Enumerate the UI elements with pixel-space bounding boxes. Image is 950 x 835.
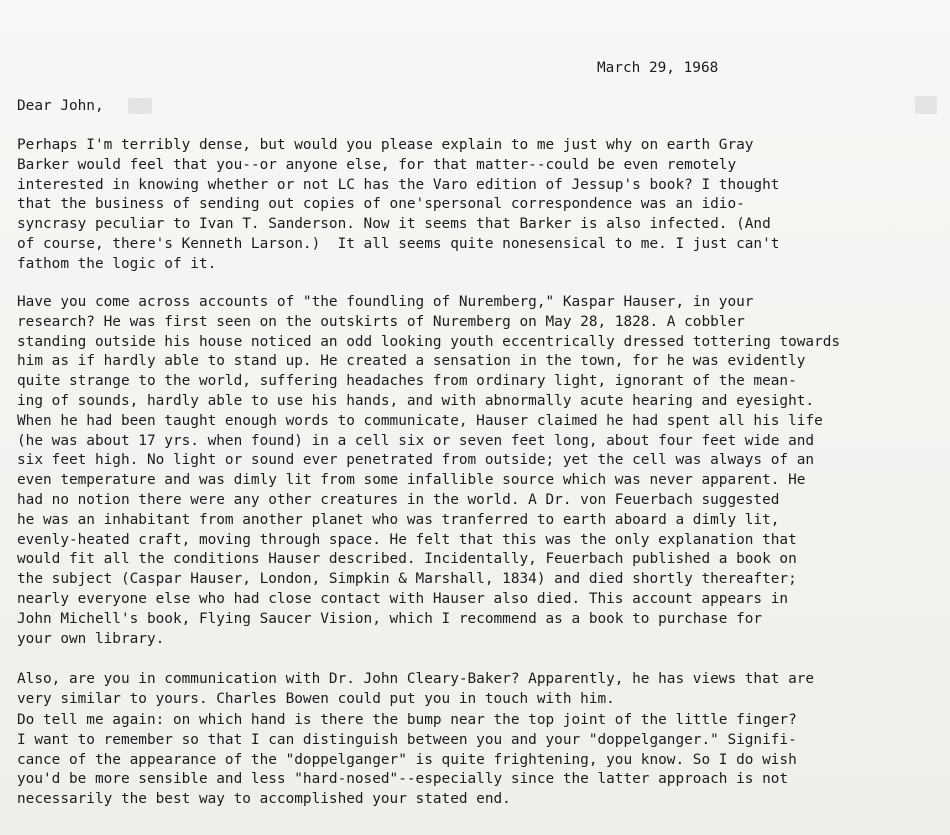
text-line: John Michell's book, Flying Saucer Vision, which I recommend as a book to purchase for — [17, 610, 763, 627]
text-line: cance of the appearance of the "doppelganger" is quite frightening, you know. So I do wish — [17, 751, 797, 768]
text-line: evenly-heated craft, moving through space. He felt that this was the only explanation that — [17, 531, 797, 548]
paragraph-3 — [17, 670, 947, 710]
text-line: six feet high. No light or sound ever penetrated from outside; yet the cell was always of an — [17, 452, 815, 469]
smudge-mark — [128, 98, 152, 114]
text-line: your own library. — [17, 630, 165, 647]
paragraph-1 — [17, 136, 947, 275]
text-line: very similar to yours. Charles Bowen could put you in touch with him. — [17, 690, 615, 707]
text-line: Have you come across accounts of "the foundling of Nuremberg," Kaspar Hauser, in your — [17, 294, 754, 310]
text-line: that the business of sending out copies of one'spersonal correspondence was an idio- — [17, 196, 745, 213]
text-line: fathom the logic of it. — [17, 255, 217, 272]
text-line: had no notion there were any other creatures in the world. A Dr. von Feuerbach suggested — [17, 491, 780, 508]
text-line: you'd be more sensible and less "hard-nosed"--especially since the latter approach is not — [17, 771, 789, 788]
letter-salutation: Dear John, — [17, 98, 104, 114]
text-line: I want to remember so that I can distinguish between you and your "doppelganger." Signifi- — [17, 731, 797, 748]
text-line: quite strange to the world, suffering headaches from ordinary light, ignorant of the mean- — [17, 373, 797, 390]
text-line: the subject (Caspar Hauser, London, Simpkin & Marshall, 1834) and died shortly thereafter; — [17, 571, 797, 588]
paragraph-4 — [17, 711, 947, 810]
text-line: Also, are you in communication with Dr. John Cleary-Baker? Apparently, he has views that are — [17, 671, 815, 687]
text-line: standing outside his house noticed an odd looking youth eccentrically dressed tottering towards — [17, 333, 841, 350]
text-line: interested in knowing whether or not LC has the Varo edition of Jessup's book? I thought — [17, 176, 780, 193]
text-line: even temperature and was dimly lit from some infallible source which was never apparent. He — [17, 472, 806, 489]
paragraph-2 — [17, 293, 947, 649]
letter-date: March 29, 1968 — [597, 60, 719, 76]
smudge-mark — [915, 96, 937, 114]
text-line: ing of sounds, hardly able to use his hands, and with abnormally acute hearing and eyesight. — [17, 392, 815, 409]
text-line: Do tell me again: on which hand is there the bump near the top joint of the little finger? — [17, 712, 797, 728]
text-line: he was an inhabitant from another planet who was tranferred to earth aboard a dimly lit, — [17, 511, 780, 528]
text-line: him as if hardly able to stand up. He created a sensation in the town, for he was evidently — [17, 353, 806, 370]
text-line: necessarily the best way to accomplished your stated end. — [17, 791, 511, 808]
text-line: would fit all the conditions Hauser described. Incidentally, Feuerbach published a book on — [17, 551, 797, 568]
text-line: Barker would feel that you--or anyone else, for that matter--could be even remotely — [17, 156, 737, 173]
text-line: of course, there's Kenneth Larson.) It all seems quite nonesensical to me. I just can't — [17, 235, 780, 252]
text-line: syncrasy peculiar to Ivan T. Sanderson. Now it seems that Barker is also infected. (And — [17, 216, 771, 233]
text-line: (he was about 17 yrs. when found) in a cell six or seven feet long, about four feet wide and — [17, 432, 815, 449]
text-line: Perhaps I'm terribly dense, but would you please explain to me just why on earth Gray — [17, 137, 754, 153]
text-line: research? He was first seen on the outskirts of Nuremberg on May 28, 1828. A cobbler — [17, 313, 745, 330]
text-line: nearly everyone else who had close contact with Hauser also died. This account appears in — [17, 590, 789, 607]
text-line: When he had been taught enough words to communicate, Hauser claimed he had spent all his life — [17, 412, 823, 429]
